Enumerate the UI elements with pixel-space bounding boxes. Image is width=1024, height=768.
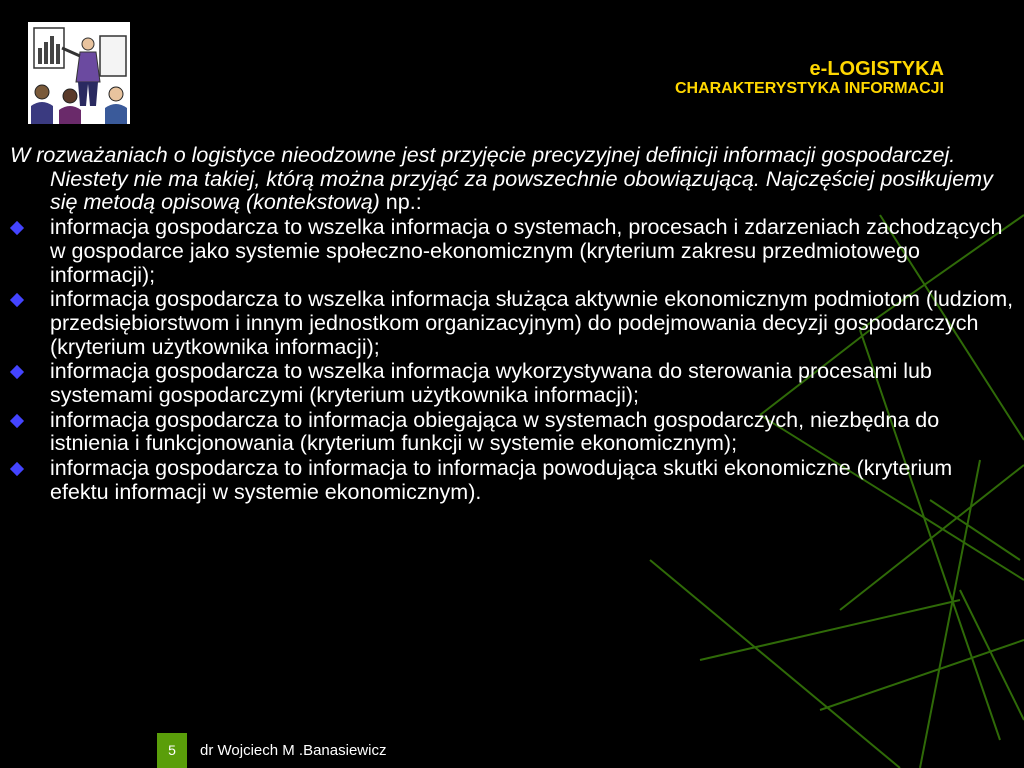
slide-title: e-LOGISTYKA xyxy=(809,58,944,80)
intro-italic-text: W rozważaniach o logistyce nieodzowne jest przyjęcie precyzyjnej definicji informacji gospodarczej. Niestety nie ma takiej, którą można przyjąć za powszechnie obowiązującą. Najczęściej posiłkujemy się metodą opisową (kontekstową) xyxy=(10,143,993,215)
bullet-item xyxy=(10,216,1014,287)
presentation-clipart-icon xyxy=(28,22,130,124)
bullet-text: informacja gospodarcza to wszelka informacja służąca aktywnie ekonomicznym podmiotom (ludziom, przedsiębiorstwom i innym jednostkom organizacyjnym) do podejmowania decyzji gospodarczych (kryterium użytkownika informacji); xyxy=(50,287,1014,359)
diamond-bullet-icon xyxy=(10,221,24,235)
bullet-text: informacja gospodarcza to wszelka informacja o systemach, procesach i zdarzeniach zachodzących w gospodarce jako systemie społeczno-ekonomicznym (kryterium zakresu przedmiotowego informacji); xyxy=(50,215,1003,287)
bullet-text: informacja gospodarcza to informacja to informacja powodująca skutki ekonomiczne (kryterium efektu informacji w systemie ekonomicznym). xyxy=(50,456,953,504)
slide-body xyxy=(10,144,1014,505)
diamond-bullet-icon xyxy=(10,462,24,476)
bullet-text: informacja gospodarcza to informacja obiegająca w systemach gospodarczych, niezbędna do istnienia i funkcjonowania (kryterium funkcji w systemie ekonomicznym); xyxy=(50,407,940,456)
slide-number: 5 xyxy=(157,733,187,768)
diamond-bullet-icon xyxy=(10,293,24,307)
bullet-text: informacja gospodarcza to wszelka informacja wykorzystywana do sterowania procesami lub systemami gospodarczymi (kryterium użytkownika informacji); xyxy=(50,359,932,408)
bullet-item xyxy=(10,457,1014,504)
slide-title-block xyxy=(675,58,944,98)
bullet-item xyxy=(10,360,1014,407)
diamond-bullet-icon xyxy=(10,414,24,428)
diamond-bullet-icon xyxy=(10,365,24,379)
intro-paragraph xyxy=(10,144,1014,215)
slide-subtitle: CHARAKTERYSTYKA INFORMACJI xyxy=(674,80,944,97)
intro-tail-text: np.: xyxy=(379,190,422,215)
bullet-item xyxy=(10,409,1014,456)
bullet-item xyxy=(10,288,1014,359)
footer-author: dr Wojciech M .Banasiewicz xyxy=(200,742,387,759)
